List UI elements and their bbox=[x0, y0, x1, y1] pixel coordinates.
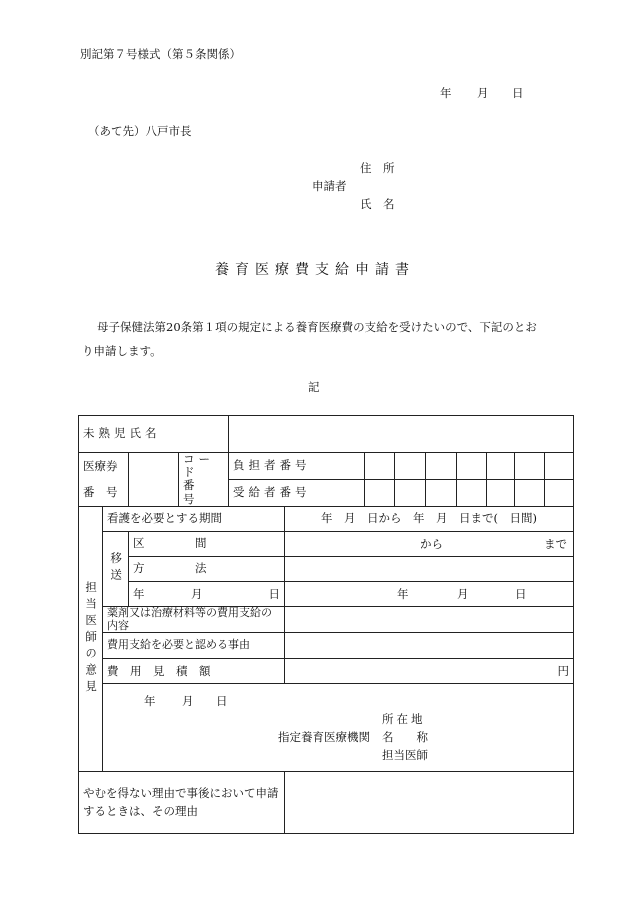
institution-address-label: 所在地 bbox=[382, 712, 426, 727]
drug-content-label: 薬剤又は治療材料等の費用支給の内容 bbox=[103, 606, 285, 632]
payer-digit[interactable] bbox=[545, 453, 574, 480]
transfer-date-month: 月 bbox=[457, 586, 469, 601]
payer-digit[interactable] bbox=[395, 453, 426, 480]
body-line-1: 母子保健法第20条第１項の規定による養育医療費の支給を受けたいので、下記のとお bbox=[97, 320, 537, 334]
sign-year-label: 年 bbox=[144, 694, 156, 709]
date-year-label: 年 bbox=[440, 86, 452, 100]
reason-content-field[interactable] bbox=[285, 633, 574, 659]
drug-content-field[interactable] bbox=[285, 606, 574, 632]
section-field[interactable] bbox=[285, 531, 574, 556]
recipient-digit[interactable] bbox=[545, 479, 574, 506]
document-title: 養育医療費支給申請書 bbox=[215, 262, 415, 278]
applicant-label: 申請者 bbox=[312, 179, 347, 193]
infant-name-field[interactable] bbox=[229, 416, 574, 453]
ki-label: 記 bbox=[308, 380, 320, 394]
transfer-date-m-label: 月 bbox=[191, 586, 203, 601]
late-reason-label: やむを得ない理由で事後において申請するときは、その理由 bbox=[79, 772, 285, 834]
transfer-date-field[interactable] bbox=[285, 581, 574, 606]
recipient-digit[interactable] bbox=[487, 479, 515, 506]
method-label: 方 法 bbox=[129, 556, 285, 581]
yen-unit: 円 bbox=[557, 663, 569, 678]
application-form-table bbox=[78, 415, 574, 834]
date-month-label: 月 bbox=[477, 86, 489, 100]
institution-doctor-label: 担当医師 bbox=[382, 748, 428, 763]
cost-estimate-label: 費 用 見 積 額 bbox=[103, 659, 285, 684]
cost-estimate-field[interactable] bbox=[285, 659, 574, 684]
nursing-period-label: 看護を必要とする期間 bbox=[103, 506, 285, 531]
transfer-date-year: 年 bbox=[397, 586, 409, 601]
section-label: 区 間 bbox=[129, 531, 285, 556]
form-id: 別記第７号様式（第５条関係） bbox=[80, 47, 241, 61]
sign-day-label: 日 bbox=[216, 694, 228, 709]
section-from: から bbox=[420, 536, 443, 551]
transfer-label: 移送 bbox=[103, 531, 129, 606]
payer-digit[interactable] bbox=[457, 453, 487, 480]
body-line-2: り申請します。 bbox=[82, 344, 162, 358]
institution-name-label: 名 称 bbox=[382, 730, 428, 745]
reason-content-label: 費用支給を必要と認める事由 bbox=[103, 633, 285, 659]
payer-digit[interactable] bbox=[515, 453, 545, 480]
institution-label: 指定養育医療機関 bbox=[278, 730, 370, 745]
transfer-date-label bbox=[129, 581, 285, 606]
ticket-label-2: 番 号 bbox=[79, 479, 129, 506]
recipient-digit[interactable] bbox=[395, 479, 426, 506]
ticket-label-1: 医療券 bbox=[79, 453, 129, 480]
applicant-address-label: 住 所 bbox=[360, 161, 395, 175]
code-label-2: 番 号 bbox=[179, 479, 229, 506]
recipient-number-label: 受給者番号 bbox=[229, 479, 365, 506]
recipient-digit[interactable] bbox=[515, 479, 545, 506]
applicant-name-label: 氏 名 bbox=[360, 197, 395, 211]
date-day-label: 日 bbox=[512, 86, 524, 100]
nursing-period-field[interactable]: 年 月 日から 年 月 日まで( 日間) bbox=[285, 506, 574, 531]
doctor-opinion-label: 担当医師の意見 bbox=[79, 506, 103, 771]
payer-number-label: 負担者番号 bbox=[229, 453, 365, 480]
transfer-date-d-label: 日 bbox=[268, 586, 280, 601]
payer-digit[interactable] bbox=[426, 453, 457, 480]
payer-digit[interactable] bbox=[487, 453, 515, 480]
late-reason-field[interactable] bbox=[285, 772, 574, 834]
method-field[interactable] bbox=[285, 556, 574, 581]
transfer-date-day: 日 bbox=[515, 586, 527, 601]
addressee: （あて先）八戸市長 bbox=[88, 124, 192, 138]
code-label-1: コード bbox=[179, 453, 229, 480]
recipient-digit[interactable] bbox=[365, 479, 395, 506]
payer-digit[interactable] bbox=[365, 453, 395, 480]
transfer-date-y-label: 年 bbox=[133, 586, 145, 601]
section-to: まで bbox=[544, 536, 567, 551]
sign-month-label: 月 bbox=[182, 694, 194, 709]
body-paragraph bbox=[82, 315, 552, 363]
institution-signature-area bbox=[103, 684, 574, 772]
ticket-number-field[interactable] bbox=[129, 453, 179, 507]
recipient-digit[interactable] bbox=[457, 479, 487, 506]
recipient-digit[interactable] bbox=[426, 479, 457, 506]
infant-name-label: 未熟児氏名 bbox=[79, 416, 229, 453]
